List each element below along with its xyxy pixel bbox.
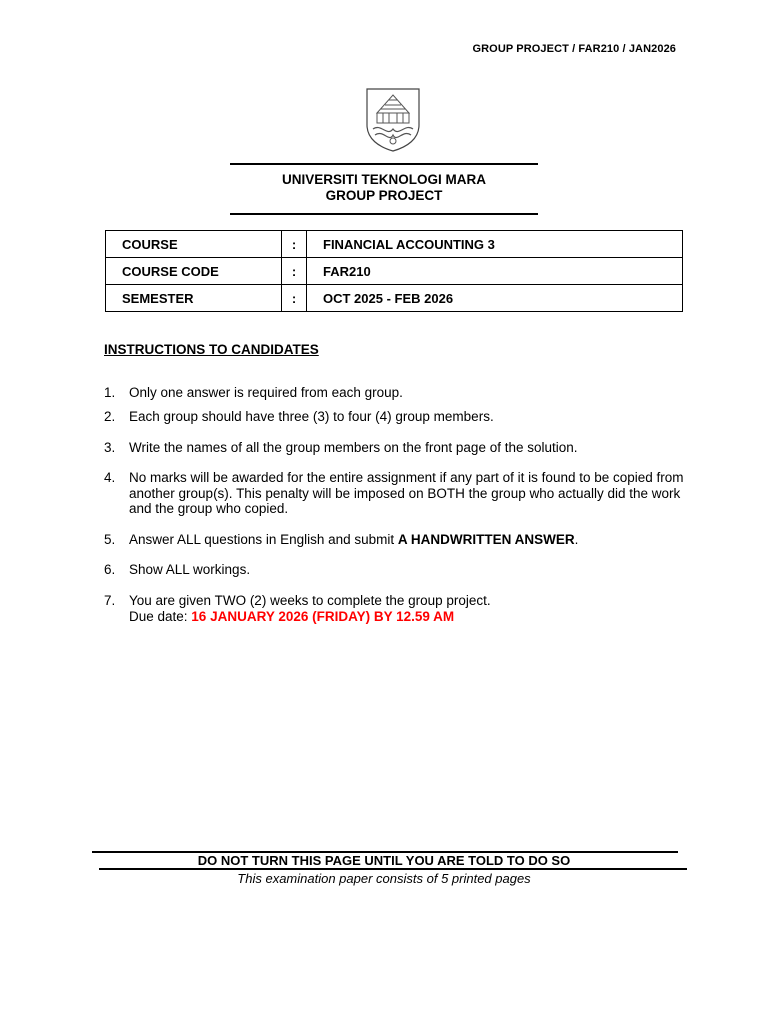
table-row xyxy=(106,258,683,285)
due-date-label: Due date: xyxy=(129,608,192,624)
table-row xyxy=(106,285,683,312)
item-text: No marks will be awarded for the entire assignment if any part of it is found to be copied from another group(s). This penalty will be imposed on BOTH the group who actually did the work and the group who copied. xyxy=(129,470,684,516)
uitm-crest-icon xyxy=(363,85,423,153)
item-number: 7. xyxy=(104,593,116,608)
instruction-item xyxy=(104,440,694,456)
row-label: COURSE CODE xyxy=(106,258,282,285)
due-date-value: 16 JANUARY 2026 (FRIDAY) BY 12.59 AM xyxy=(191,608,455,624)
title-block xyxy=(230,172,538,204)
item-text-suffix: . xyxy=(574,532,579,547)
row-value: FINANCIAL ACCOUNTING 3 xyxy=(307,231,683,258)
item-text: Show ALL workings. xyxy=(129,562,251,577)
due-date-line xyxy=(129,609,694,625)
instruction-item xyxy=(104,532,694,548)
item-text-main: Answer ALL questions in English and submit xyxy=(129,532,398,547)
item-number: 6. xyxy=(104,562,116,577)
table-row xyxy=(106,231,683,258)
row-separator: : xyxy=(282,258,307,285)
footer-middle-rule xyxy=(99,868,687,870)
item-number: 3. xyxy=(104,440,116,455)
row-separator: : xyxy=(282,285,307,312)
footer-warning: DO NOT TURN THIS PAGE UNTIL YOU ARE TOLD TO DO SO xyxy=(197,853,571,868)
university-name: UNIVERSITI TEKNOLOGI MARA xyxy=(281,172,486,187)
footer-page-count: This examination paper consists of 5 printed pages xyxy=(237,871,531,886)
row-value: FAR210 xyxy=(307,258,683,285)
instructions-heading: INSTRUCTIONS TO CANDIDATES xyxy=(104,342,319,357)
instruction-item xyxy=(104,409,694,425)
instruction-item xyxy=(104,562,694,578)
header-reference: GROUP PROJECT / FAR210 / JAN2026 xyxy=(472,43,676,55)
item-text: Only one answer is required from each group. xyxy=(129,385,403,400)
row-separator: : xyxy=(282,231,307,258)
row-label: SEMESTER xyxy=(106,285,282,312)
instruction-item xyxy=(104,593,694,624)
item-text: Write the names of all the group members on the front page of the solution. xyxy=(129,440,578,455)
row-value: OCT 2025 - FEB 2026 xyxy=(307,285,683,312)
item-number: 2. xyxy=(104,409,116,424)
item-number: 5. xyxy=(104,532,116,547)
handwritten-answer-emphasis: A HANDWRITTEN ANSWER xyxy=(397,532,575,547)
item-number: 1. xyxy=(104,385,116,400)
item-text xyxy=(129,593,694,624)
row-label: COURSE xyxy=(106,231,282,258)
item-text-main: You are given TWO (2) weeks to complete the group project. xyxy=(129,593,491,608)
title-top-rule xyxy=(230,163,538,165)
item-number: 4. xyxy=(104,470,116,485)
item-text: Each group should have three (3) to four (4) group members. xyxy=(129,409,494,424)
item-text xyxy=(129,532,694,548)
instruction-item xyxy=(104,385,694,401)
document-type: GROUP PROJECT xyxy=(325,188,443,203)
instruction-item xyxy=(104,470,694,517)
title-bottom-rule xyxy=(230,213,538,215)
course-info-table xyxy=(105,230,683,312)
